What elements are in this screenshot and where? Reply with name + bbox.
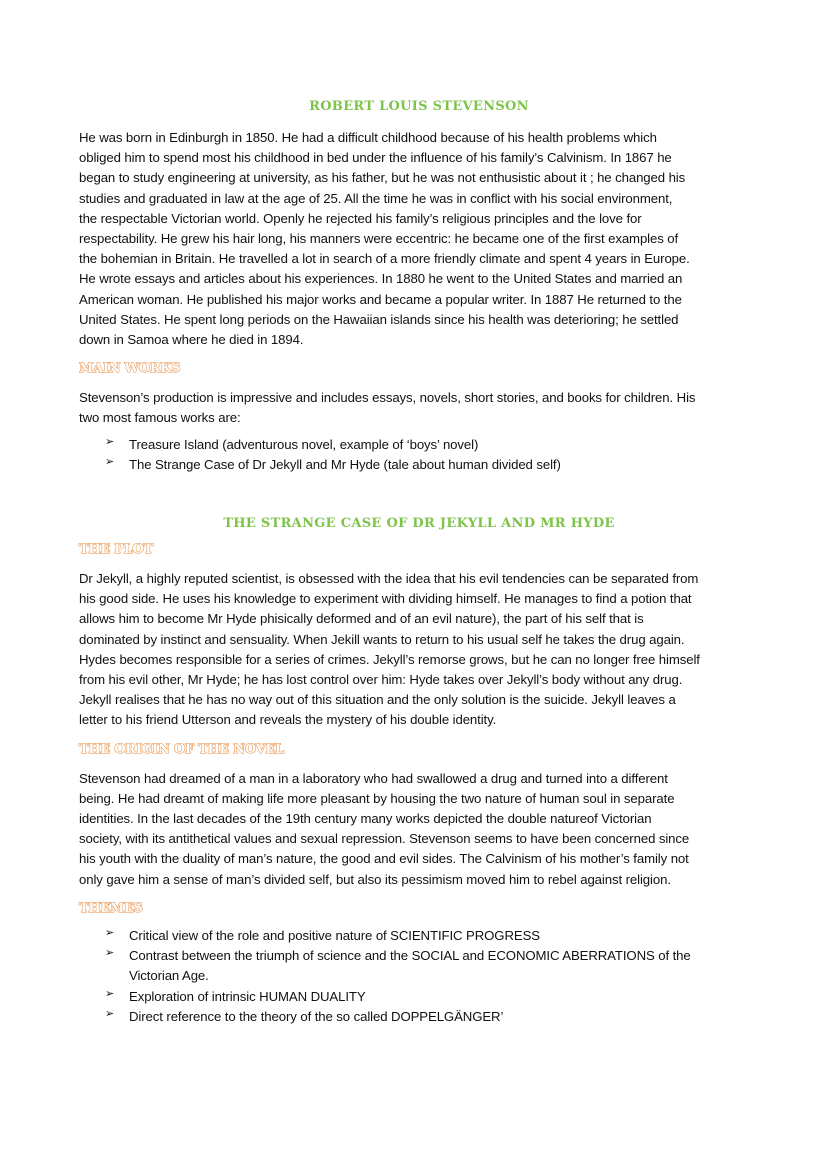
text-line: Dr Jekyll, a highly reputed scientist, is obsessed with the idea that his evil tendencies can be separated from <box>79 571 699 587</box>
arrow-bullet-icon: ➢ <box>105 926 115 939</box>
text-line: being. He had dreamt of making life more pleasant by housing the two nature of human soul in separate <box>79 790 675 806</box>
arrow-bullet-icon: ➢ <box>105 947 115 960</box>
list-item <box>79 926 759 946</box>
arrow-bullet-icon: ➢ <box>105 1007 115 1020</box>
list-item-text: Treasure Island (adventurous novel, example of ‘boys’ novel) <box>129 436 479 452</box>
text-line: society, with its antithetical values and sexual repression. Stevenson seems to have been concerned since <box>79 831 690 847</box>
list-item-text: Exploration of intrinsic HUMAN DUALITY <box>129 988 366 1004</box>
text-line: only gave him a sense of man’s divided self, but also its pessimism moved him to rebel against religion. <box>79 871 671 887</box>
text-line: the respectable Victorian world. Openly he rejected his family’s religious principles and the love for <box>79 210 642 226</box>
list-item <box>79 455 759 475</box>
origin-paragraph <box>79 769 759 890</box>
text-line: identities. In the last decades of the 19th century many works depicted the double natureof Victorian <box>79 811 652 827</box>
bio-paragraph <box>79 128 759 350</box>
arrow-bullet-icon: ➢ <box>105 987 115 1000</box>
text-line: dominated by instinct and sensuality. When Jekill wants to return to his usual self he takes the drug again. <box>79 631 685 647</box>
text-line: studies and graduated in law at the age of 25. All the time he was in conflict with his social environment, <box>79 190 673 206</box>
text-line: down in Samoa where he died in 1894. <box>79 332 304 348</box>
text-line: began to study engineering at university, as his father, but he was not enthusistic about it ; he changed his <box>79 170 686 186</box>
text-line: from his evil other, Mr Hyde; he has lost control over him: Hyde takes over Jekyll’s body without any drug. <box>79 672 683 688</box>
text-line: letter to his friend Utterson and reveals the mystery of his double identity. <box>79 712 497 728</box>
heading-origin-of-novel: THE ORIGIN OF THE NOVEL <box>79 741 284 757</box>
arrow-bullet-icon: ➢ <box>105 455 115 468</box>
main-works-list <box>79 435 759 475</box>
text-line: obliged him to spend most his childhood in bed under the influence of his family’s Calvinism. In 1867 he <box>79 150 672 166</box>
list-item <box>79 946 759 986</box>
text-line: United States. He spent long periods on the Hawaiian islands since his health was deterioring; he settled <box>79 311 679 327</box>
text-line: his good side. He uses his knowledge to experiment with dividing himself. He manages to find a potion that <box>79 591 692 607</box>
list-item <box>79 435 759 455</box>
text-line: American woman. He published his major works and became a popular writer. In 1887 He returned to the <box>79 291 682 307</box>
list-item-text: Contrast between the triumph of science and the SOCIAL and ECONOMIC ABERRATIONS of the <box>129 948 691 964</box>
text-line: Jekyll realises that he has no way out of this situation and the only solution is the suicide. Jekyll leaves a <box>79 692 676 708</box>
list-item-text: Direct reference to the theory of the so called DOPPELGÄNGER’ <box>129 1008 504 1024</box>
list-item-text: Critical view of the role and positive nature of SCIENTIFIC PROGRESS <box>129 927 540 943</box>
text-line: Stevenson had dreamed of a man in a laboratory who had swallowed a drug and turned into a different <box>79 770 668 786</box>
heading-themes: THEMES <box>79 900 143 916</box>
heading-main-works: MAIN WORKS <box>79 361 181 377</box>
text-line: Hydes becomes responsible for a series of crimes. Jekyll’s remorse grows, but he can no longer free himself <box>79 651 700 667</box>
text-line: Stevenson’s production is impressive and includes essays, novels, short stories, and books for children. His <box>79 390 696 406</box>
themes-list <box>79 926 759 1027</box>
text-line: allows him to become Mr Hyde phisically deformed and of an evil nature), the part of his self that is <box>79 611 644 627</box>
list-item-text: Victorian Age. <box>129 968 209 984</box>
text-line: his youth with the duality of man’s nature, the good and evil sides. The Calvinism of his mother’s family not <box>79 851 689 867</box>
document-page <box>79 98 759 1027</box>
text-line: two most famous works are: <box>79 410 241 426</box>
plot-paragraph <box>79 569 759 731</box>
text-line: He wrote essays and articles about his experiences. In 1880 he went to the United States and married an <box>79 271 683 287</box>
heading-the-plot: THE PLOT <box>79 542 153 558</box>
text-line: the bohemian in Britain. He travelled a lot in search of a more friendly climate and spent 4 years in Europe. <box>79 251 690 267</box>
list-item <box>79 1007 759 1027</box>
arrow-bullet-icon: ➢ <box>105 435 115 448</box>
main-works-intro <box>79 388 759 428</box>
title-jekyll-hyde: THE STRANGE CASE OF DR JEKYLL AND MR HYDE <box>223 516 615 532</box>
title-robert-louis-stevenson: ROBERT LOUIS STEVENSON <box>309 99 529 114</box>
text-line: respectability. He grew his hair long, his manners were eccentric: he became one of the first examples of <box>79 231 679 247</box>
text-line: He was born in Edinburgh in 1850. He had a difficult childhood because of his health problems which <box>79 130 657 145</box>
list-item-text: The Strange Case of Dr Jekyll and Mr Hyde (tale about human divided self) <box>129 456 561 472</box>
list-item <box>79 987 759 1007</box>
